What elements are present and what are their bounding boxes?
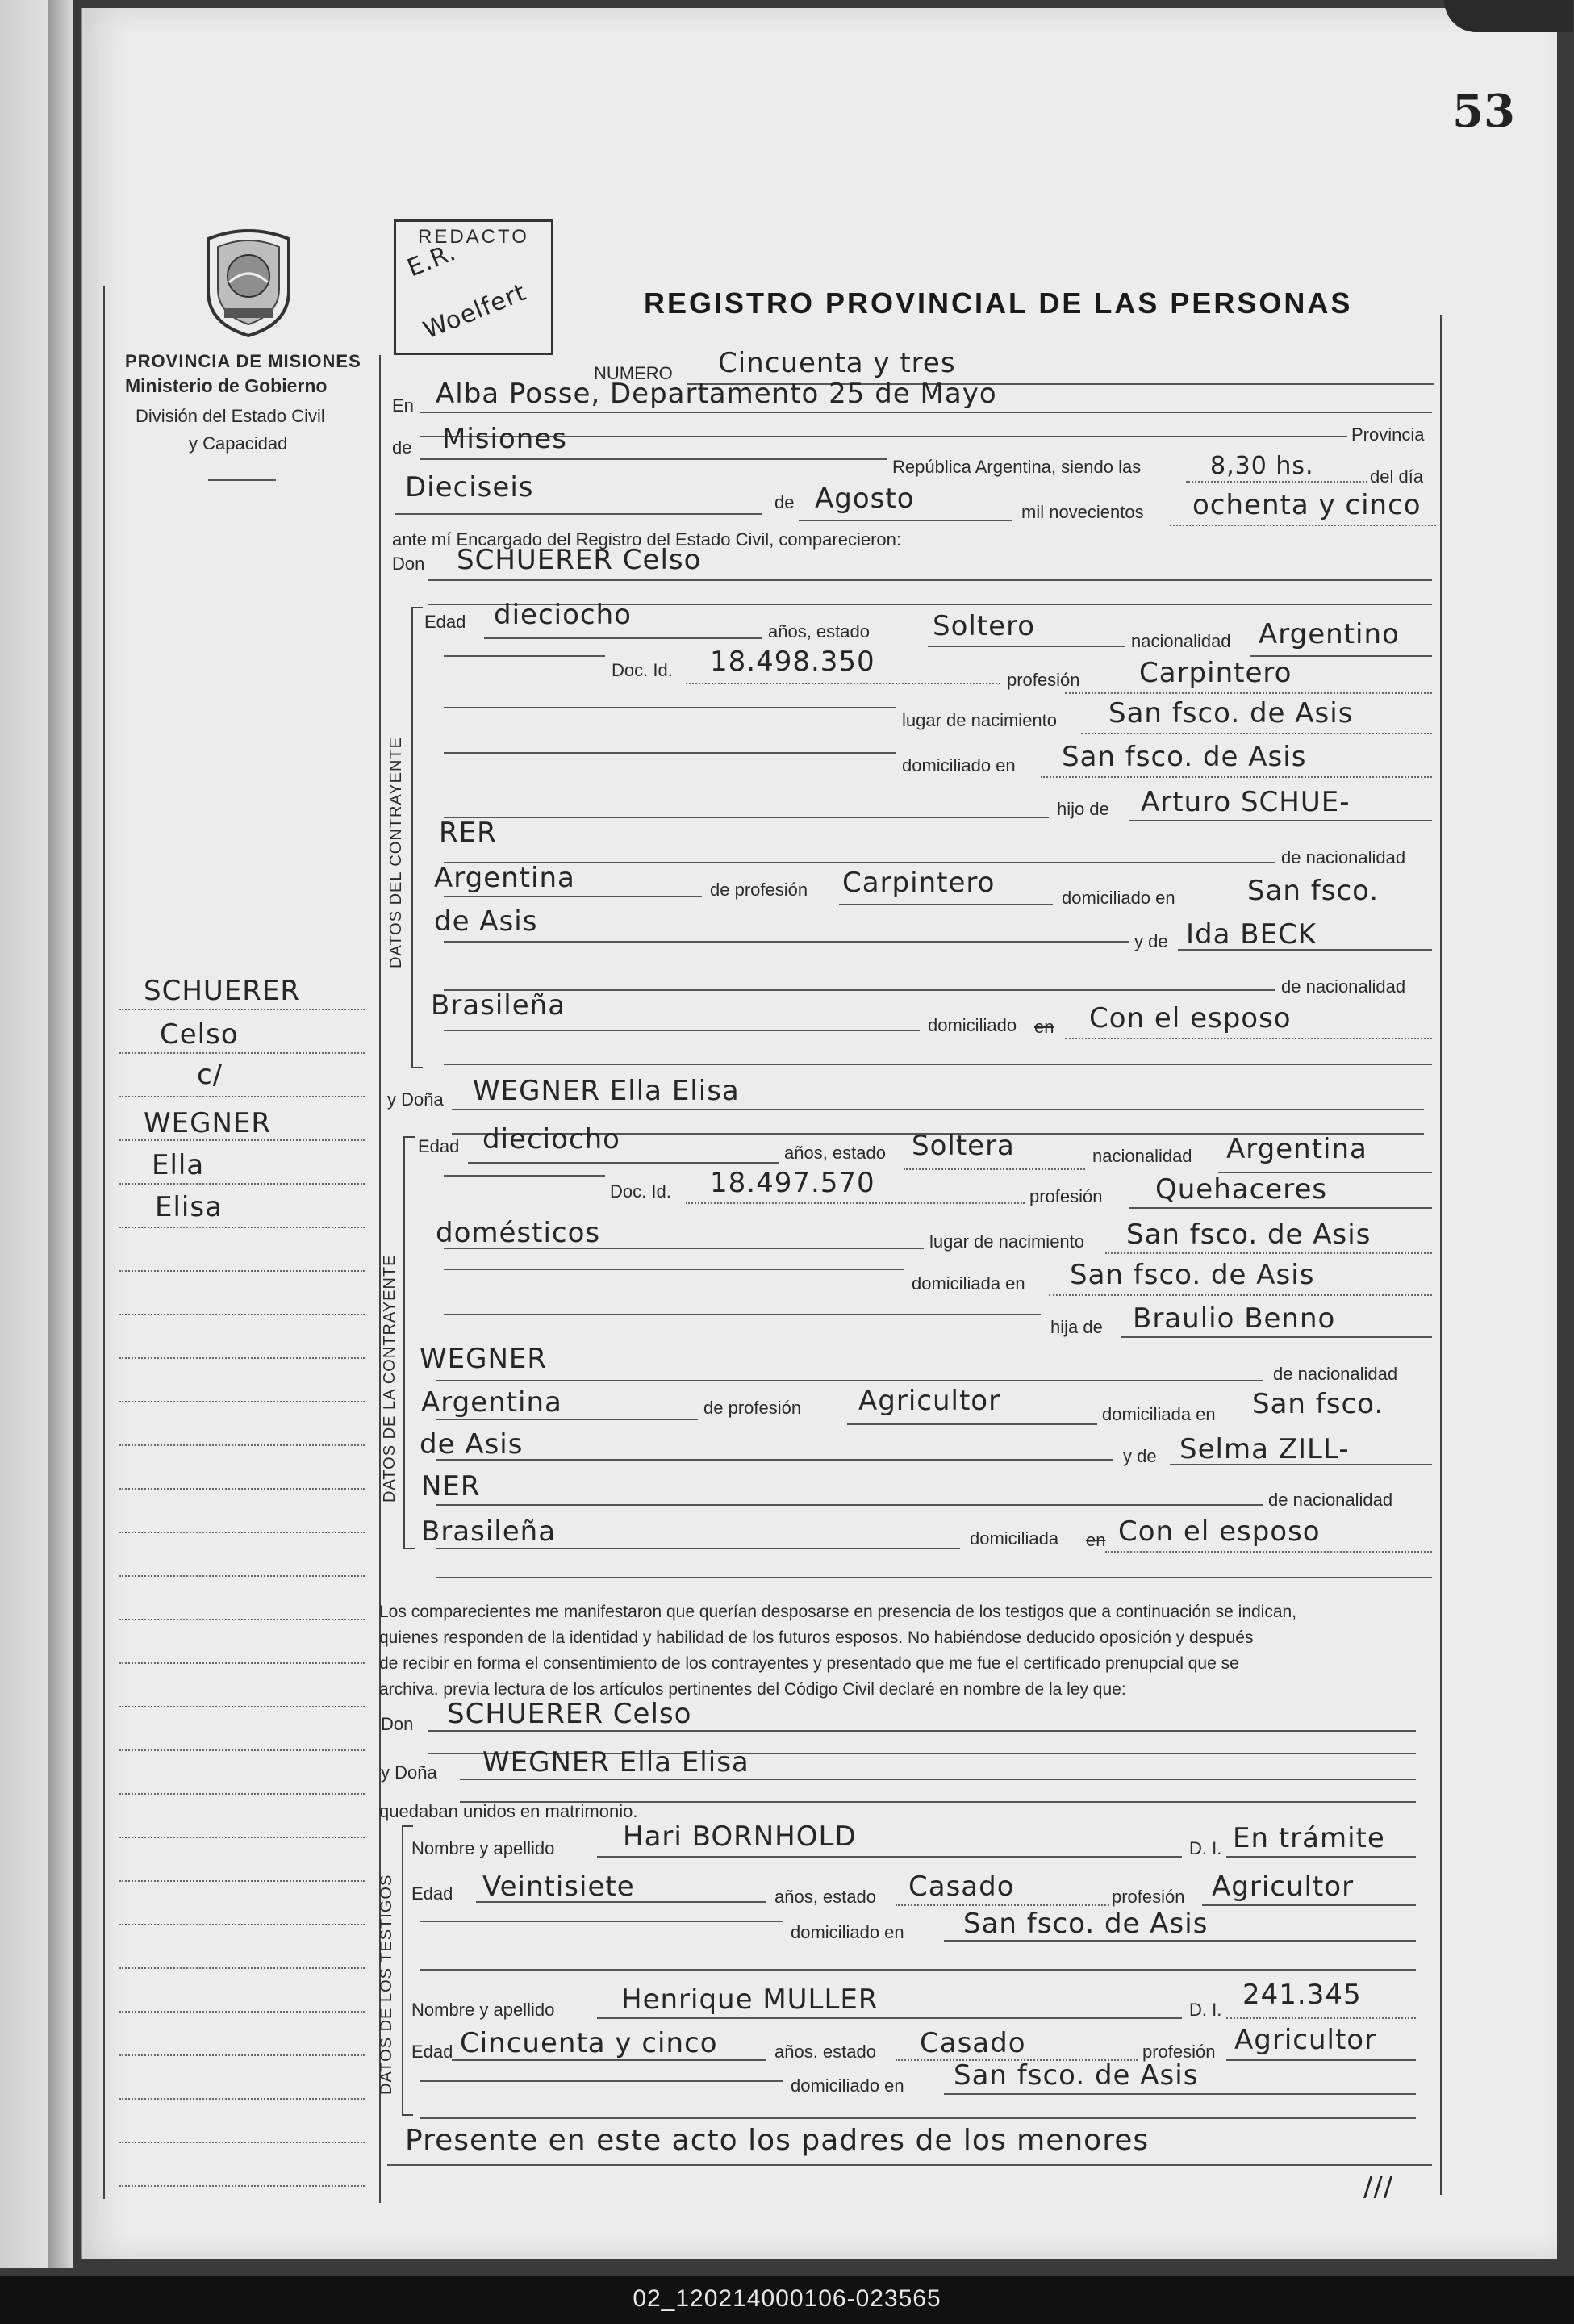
bride-nacionalidad-label: nacionalidad [1092, 1146, 1192, 1166]
bride-dona-value: WEGNER Ella Elisa [473, 1075, 740, 1107]
anio-value: ochenta y cinco [1192, 489, 1422, 521]
bride-de-profesion-label: de profesión [703, 1398, 802, 1418]
margin-ruled-line [119, 1270, 365, 1272]
margin-note-line: SCHUERER [144, 975, 300, 1007]
declaration-dona-line [460, 1779, 1416, 1780]
bride-nacionalidad-value: Argentina [1226, 1133, 1367, 1165]
numero-value: Cincuenta y tres [718, 347, 956, 379]
bride-estado-line [904, 1168, 1085, 1170]
bride-padre-value: Braulio Benno [1133, 1302, 1336, 1335]
w2-di-line [1226, 2017, 1416, 2019]
groom-padre-nac-value: Argentina [434, 862, 575, 894]
redacto-initials: E.R. [403, 237, 461, 283]
w1-profesion-label: profesión [1112, 1887, 1185, 1907]
groom-padre-nac-line [444, 896, 702, 897]
book-cover-corner [1444, 0, 1573, 32]
bride-profesion-label: profesión [1029, 1186, 1103, 1206]
w1-di-label: D. I. [1189, 1838, 1222, 1858]
bride-padre-prof-line [847, 1423, 1097, 1425]
bride-madre-nac-line [436, 1548, 960, 1549]
groom-struck-label: en [1034, 1017, 1054, 1037]
margin-ruled-line [119, 1924, 365, 1925]
bride-side-label: DATOS DE LA CONTRAYENTE [381, 1254, 399, 1503]
hora-line [1186, 481, 1367, 483]
bride-domiciliada-label: domiciliada en [1102, 1404, 1216, 1424]
w2-edad-label: Edad [411, 2042, 453, 2062]
frame-right-rule [1440, 315, 1442, 2195]
bride-estado-value: Soltera [912, 1130, 1015, 1162]
don-line [428, 579, 1432, 581]
closing-note-end: /// [1363, 2171, 1394, 2203]
provincia-value: Misiones [442, 423, 567, 455]
w1-domicilio-label: domiciliado en [791, 1922, 904, 1942]
mes-value: Agosto [815, 483, 915, 515]
groom-estado-line [928, 646, 1125, 647]
groom-madre-value: Ida BECK [1186, 918, 1317, 951]
bride-prof-line [1129, 1207, 1432, 1209]
groom-y-de-label: y de [1134, 931, 1168, 951]
groom-dom-line-pre [444, 752, 896, 754]
org-rule [208, 479, 276, 481]
w2-profesion-label: profesión [1142, 2042, 1216, 2062]
bride-profesion-value: Quehaceres [1155, 1173, 1328, 1206]
bride-dona-label: y Doña [387, 1089, 444, 1110]
w1-profesion-value: Agricultor [1212, 1870, 1355, 1903]
bride-struck-label: en [1086, 1530, 1106, 1550]
org-division: División del Estado Civil [136, 406, 325, 426]
w2-dom-line [944, 2093, 1416, 2095]
groom-profesion-label: profesión [1007, 670, 1080, 690]
bride-edad-value: dieciocho [482, 1123, 620, 1156]
margin-ruled-line [119, 1967, 365, 1969]
bride-madre-line-pre [436, 1459, 1113, 1461]
margin-ruled-line [119, 1401, 365, 1402]
groom-doc-value: 18.498.350 [710, 646, 875, 678]
provincia-label: Provincia [1351, 424, 1425, 445]
document-title: REGISTRO PROVINCIAL DE LAS PERSONAS [644, 286, 1353, 320]
groom-edad-line [484, 637, 762, 639]
margin-ruled-line [119, 1793, 365, 1795]
declaration-don-value: SCHUERER Celso [447, 1698, 692, 1730]
w2-nombre-line [597, 2017, 1182, 2019]
declaration-don-label: Don [381, 1714, 414, 1734]
closing-note-line [387, 2164, 1432, 2166]
margin-ruled-line [119, 1096, 365, 1097]
bride-hija-line [1121, 1336, 1432, 1338]
bride-end-line [436, 1577, 1432, 1578]
groom-lugar-line [1081, 733, 1432, 734]
declaration-don-line [428, 1730, 1416, 1732]
bride-edad-label: Edad [418, 1136, 460, 1156]
groom-madre-nac-line [444, 1030, 920, 1031]
margin-ruled-line [119, 1837, 365, 1838]
groom-nacionalidad-value: Argentino [1259, 618, 1400, 650]
groom-padre-prof-line [839, 904, 1053, 905]
bride-doc-line-pre [444, 1175, 605, 1177]
w2-edad-line [452, 2059, 766, 2061]
groom-side-label: DATOS DEL CONTRAYENTE [387, 737, 405, 968]
anio-line [1170, 525, 1436, 526]
margin-note-line: c/ [197, 1059, 223, 1091]
bride-lugar-label: lugar de nacimiento [929, 1231, 1085, 1252]
bride-padre-dom-value: San fsco. [1252, 1388, 1384, 1420]
groom-nac-label-2: de nacionalidad [1281, 976, 1406, 997]
del-dia-label: del día [1370, 466, 1424, 487]
w1-estado-line [896, 1904, 1109, 1906]
bride-hija-line-pre [444, 1314, 1041, 1315]
w1-prof-line [1202, 1904, 1416, 1906]
bride-lugar-value: San fsco. de Asis [1126, 1218, 1372, 1251]
bride-domicilio-value: San fsco. de Asis [1070, 1259, 1315, 1291]
groom-padre-prof-value: Carpintero [842, 867, 996, 899]
margin-ruled-line [119, 2142, 365, 2143]
bride-madre-dom-value: Con el esposo [1118, 1515, 1321, 1548]
w1-di-value: En trámite [1233, 1822, 1385, 1854]
margin-ruled-line [119, 1357, 365, 1359]
margin-note-line: WEGNER [144, 1107, 271, 1139]
w2-profesion-value: Agricultor [1234, 2024, 1377, 2056]
margin-ruled-line [119, 1488, 365, 1490]
bride-hija-label: hija de [1050, 1317, 1103, 1337]
bride-domicilio-label: domiciliada en [912, 1273, 1025, 1294]
groom-nac-label: de nacionalidad [1281, 847, 1406, 867]
w1-dom-line-pre [420, 1921, 783, 1922]
groom-padre-value-2: RER [439, 817, 497, 849]
groom-lugar-label: lugar de nacimiento [902, 710, 1058, 730]
dia-line [395, 513, 762, 515]
groom-domiciliado-label: domiciliado en [1062, 888, 1175, 908]
bride-madre-value: Selma ZILL- [1179, 1433, 1350, 1465]
groom-madre-line-pre [444, 941, 1129, 943]
margin-ruled-line [119, 1619, 365, 1620]
w1-nombre-line [597, 1856, 1182, 1858]
groom-madre-dom-value: Con el esposo [1089, 1002, 1292, 1035]
margin-ruled-line [119, 1662, 365, 1664]
margin-ruled-line [119, 1052, 365, 1054]
numero-label: NUMERO [594, 363, 673, 383]
bride-padre-value-2: WEGNER [420, 1343, 547, 1375]
bride-madre-value-2: NER [421, 1470, 481, 1503]
groom-end-line [444, 1064, 1432, 1065]
page-number: 53 [1452, 85, 1515, 138]
bride-madre-nac-value: Brasileña [421, 1515, 557, 1548]
provincia-line [420, 458, 887, 460]
margin-rule [103, 286, 105, 2199]
bride-padre-nac-value: Argentina [421, 1386, 562, 1419]
margin-ruled-line [119, 2011, 365, 2013]
w1-nombre-value: Hari BORNHOLD [623, 1820, 857, 1853]
w2-di-label: D. I. [1189, 2000, 1222, 2020]
bride-nac-label-2: de nacionalidad [1268, 1490, 1393, 1510]
coat-of-arms-icon [200, 223, 297, 337]
w2-dom-line-pre [420, 2080, 783, 2082]
bride-doc-value: 18.497.570 [710, 1167, 875, 1199]
margin-ruled-line [119, 1314, 365, 1315]
groom-padre-dom-value-2: de Asis [434, 905, 538, 938]
groom-dom-line [1041, 776, 1432, 778]
bride-anios-label: años, estado [784, 1143, 886, 1163]
groom-madre-line-2 [444, 989, 1275, 991]
bride-edad-line [468, 1162, 779, 1164]
groom-hijo-label: hijo de [1057, 799, 1109, 819]
w2-nombre-label: Nombre y apellido [411, 2000, 555, 2020]
margin-ruled-line [119, 1444, 365, 1446]
margin-ruled-line [119, 1706, 365, 1707]
w1-dom-line [944, 1940, 1416, 1942]
groom-doc-line [686, 683, 1000, 684]
witness-bracket [402, 1825, 413, 2116]
w2-edad-value: Cincuenta y cinco [460, 2027, 718, 2059]
republica-label: República Argentina, siendo las [892, 457, 1142, 477]
margin-ruled-line [119, 1139, 365, 1141]
w2-nombre-value: Henrique MULLER [621, 1983, 879, 2016]
bride-prof-line-2 [444, 1248, 924, 1249]
bride-nac-label: de nacionalidad [1273, 1364, 1398, 1384]
margin-ruled-line [119, 2098, 365, 2100]
w2-prof-line [1226, 2059, 1416, 2061]
dia-value: Dieciseis [405, 471, 534, 504]
en-label: En [392, 395, 414, 416]
groom-doc-line-pre [444, 655, 605, 657]
groom-edad-label: Edad [424, 612, 466, 632]
bride-domiciliada-label-2: domiciliada [970, 1528, 1059, 1549]
declaration-line-4: archiva. previa lectura de los artículos pertinentes del Código Civil declaré en nombre de la ley que: [379, 1680, 1126, 1699]
mil-label: mil novecientos [1021, 502, 1144, 522]
bride-doc-line [686, 1202, 1025, 1204]
witness-side-label: DATOS DE LOS TESTIGOS [378, 1874, 395, 2095]
groom-doc-label: Doc. Id. [612, 660, 673, 680]
margin-ruled-line [119, 1575, 365, 1577]
w2-domicilio-label: domiciliado en [791, 2075, 904, 2096]
groom-lugar-value: San fsco. de Asis [1108, 697, 1354, 729]
margin-ruled-line [119, 1749, 365, 1751]
redacto-signature: Woelfert [420, 278, 531, 345]
declaration-line-3: de recibir en forma el consentimiento de los contrayentes y presentado que me fue el certificado prenupcial que se [379, 1654, 1239, 1673]
w2-di-value: 241.345 [1242, 1979, 1362, 2011]
groom-madre-line [1178, 949, 1432, 951]
redacto-label: REDACTO [418, 226, 529, 248]
footer-image-code: 02_120214000106-023565 [633, 2285, 941, 2312]
org-capacidad: y Capacidad [189, 433, 288, 454]
declaration-closing: quedaban unidos en matrimonio. [379, 1801, 638, 1821]
bride-dom-line [1049, 1294, 1432, 1296]
w1-edad-label: Edad [411, 1883, 453, 1904]
bride-padre-nac-line [436, 1419, 698, 1420]
org-province: PROVINCIA DE MISIONES [125, 351, 361, 371]
ante-text: ante mí Encargado del Registro del Estado Civil, comparecieron: [392, 529, 901, 550]
margin-ruled-line [119, 1880, 365, 1882]
hora-value: 8,30 hs. [1210, 452, 1314, 480]
bride-padre-prof-value: Agricultor [858, 1385, 1001, 1417]
groom-domiciliado-label-2: domiciliado [928, 1015, 1017, 1035]
margin-ruled-line [119, 1532, 365, 1533]
groom-madre-dom-line [1065, 1038, 1432, 1039]
bride-padre-line-2 [436, 1380, 1263, 1381]
w1-domicilio-value: San fsco. de Asis [963, 1908, 1209, 1940]
org-ministry: Ministerio de Gobierno [125, 375, 328, 396]
bride-dom-line-pre [444, 1269, 904, 1270]
margin-ruled-line [119, 2185, 365, 2187]
groom-hijo-line [1129, 820, 1432, 821]
de-label: de [392, 437, 412, 458]
groom-prof-line [1065, 692, 1432, 694]
book-spine [48, 0, 73, 2268]
w1-nombre-label: Nombre y apellido [411, 1838, 555, 1858]
margin-note-line: Celso [160, 1018, 239, 1051]
groom-lugar-line-pre [444, 707, 896, 708]
w2-domicilio-value: San fsco. de Asis [954, 2059, 1199, 2092]
margin-ruled-line [119, 2054, 365, 2056]
bride-bracket [403, 1136, 415, 1549]
declaration-dona-label: y Doña [381, 1762, 437, 1783]
w1-di-line [1226, 1856, 1416, 1858]
w1-edad-value: Veintisiete [482, 1870, 635, 1903]
groom-anios-label: años, estado [768, 621, 870, 642]
bride-padre-dom-value-2: de Asis [420, 1428, 524, 1461]
don-label: Don [392, 554, 425, 574]
bride-madre-line [1170, 1464, 1432, 1465]
w1-edad-line [476, 1901, 766, 1903]
groom-profesion-value: Carpintero [1139, 657, 1292, 689]
bride-madre-line-2 [436, 1504, 1263, 1506]
bride-madre-dom-line [1105, 1551, 1432, 1553]
w2-end-line [420, 2117, 1416, 2119]
en-value: Alba Posse, Departamento 25 de Mayo [436, 378, 997, 410]
margin-note-line: Elisa [155, 1191, 223, 1223]
margin-ruled-line [119, 1227, 365, 1228]
bride-profesion-value-2: domésticos [436, 1217, 601, 1249]
bride-y-de-label: y de [1123, 1446, 1157, 1466]
groom-madre-nac-value: Brasileña [431, 989, 566, 1022]
groom-bracket [411, 607, 423, 1068]
bride-doc-label: Doc. Id. [610, 1181, 671, 1202]
groom-estado-value: Soltero [933, 610, 1036, 642]
groom-de-profesion-label: de profesión [710, 880, 808, 900]
bride-dona-line [452, 1109, 1424, 1110]
en-line [420, 412, 1432, 413]
groom-domicilio-label: domiciliado en [902, 755, 1016, 775]
w1-estado-value: Casado [908, 1870, 1015, 1903]
de-label-2: de [774, 492, 795, 512]
declaration-dona-value: WEGNER Ella Elisa [482, 1746, 749, 1779]
margin-ruled-line [119, 1009, 365, 1010]
margin-ruled-line [119, 1183, 365, 1185]
mes-line [799, 520, 1012, 521]
w2-estado-value: Casado [920, 2027, 1026, 2059]
closing-note: Presente en este acto los padres de los menores [405, 2124, 1150, 2157]
groom-edad-value: dieciocho [494, 599, 632, 631]
w1-end-line [420, 1969, 1416, 1971]
bride-lugar-line [1105, 1252, 1432, 1254]
groom-hijo-line-pre [444, 817, 1049, 818]
declaration-line-1: Los comparecientes me manifestaron que querían desposarse en presencia de los testigos que a continuación se indican, [379, 1603, 1297, 1621]
groom-domicilio-value: San fsco. de Asis [1062, 741, 1307, 773]
don-value: SCHUERER Celso [457, 544, 702, 576]
groom-padre-dom-value: San fsco. [1247, 875, 1380, 907]
margin-note-line: Ella [152, 1149, 205, 1181]
declaration-line-2: quienes responden de la identidad y habilidad de los futuros esposos. No habiéndose deducido oposición y después [379, 1628, 1254, 1647]
w1-anios-label: años, estado [774, 1887, 876, 1907]
groom-nacionalidad-label: nacionalidad [1131, 631, 1231, 651]
w2-anios-label: años. estado [774, 2042, 876, 2062]
groom-padre-value: Arturo SCHUE- [1141, 786, 1351, 818]
